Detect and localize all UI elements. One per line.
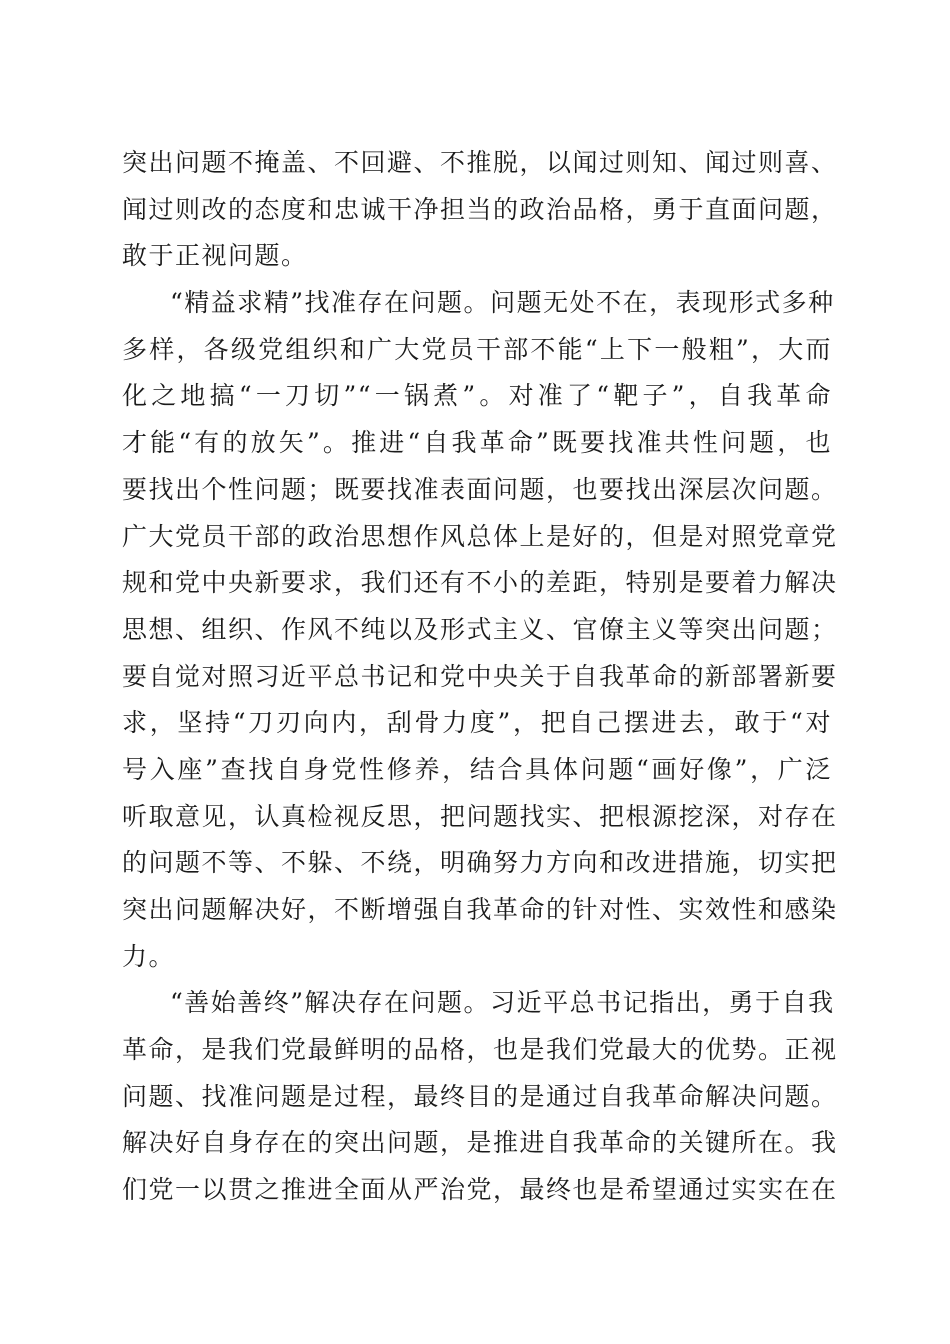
text-line: 听取意见，认真检视反思，把问题找实、把根源挖深，对存在	[122, 801, 838, 831]
text-line: 要自觉对照习近平总书记和党中央关于自我革命的新部署新要	[122, 661, 838, 691]
paragraph-1	[122, 140, 838, 280]
text-line: 问题、找准问题是过程，最终目的是通过自我革命解决问题。	[122, 1081, 838, 1111]
text-line: 号入座”查找自身党性修养，结合具体问题“画好像”，广泛	[122, 754, 832, 784]
text-line: 革命，是我们党最鲜明的品格，也是我们党最大的优势。正视	[122, 1035, 838, 1065]
text-line: “精益求精”找准存在问题。问题无处不在，表现形式多种	[170, 288, 835, 318]
paragraph-2	[122, 280, 838, 980]
text-line: 化之地搞“一刀切”“一锅煮”。对准了“靶子”，自我革命	[122, 381, 832, 411]
text-line: 敢于正视问题。	[122, 241, 308, 271]
text-line: 求，坚持“刀刃向内，刮骨力度”，把自己摆进去，敢于“对	[122, 708, 832, 738]
text-line: “善始善终”解决存在问题。习近平总书记指出，勇于自我	[170, 988, 835, 1018]
text-line: 要找出个性问题；既要找准表面问题，也要找出深层次问题。	[122, 474, 838, 504]
text-line: 突出问题解决好，不断增强自我革命的针对性、实效性和感染	[122, 895, 838, 924]
text-line: 们党一以贯之推进全面从严治党，最终也是希望通过实实在在	[122, 1175, 838, 1205]
text-line: 广大党员干部的政治思想作风总体上是好的，但是对照党章党	[122, 521, 838, 551]
text-line: 思想、组织、作风不纯以及形式主义、官僚主义等突出问题；	[122, 614, 838, 644]
text-line: 规和党中央新要求，我们还有不小的差距，特别是要着力解决	[122, 568, 838, 598]
text-line: 才能“有的放矢”。推进“自我革命”既要找准共性问题，也	[122, 428, 832, 458]
paragraph-3	[122, 980, 838, 1213]
text-line: 突出问题不掩盖、不回避、不推脱，以闻过则知、闻过则喜、	[122, 148, 838, 177]
text-line: 闻过则改的态度和忠诚干净担当的政治品格，勇于直面问题，	[122, 194, 838, 224]
document-page	[122, 140, 838, 1214]
text-line: 力。	[122, 941, 176, 971]
text-line: 的问题不等、不躲、不绕，明确努力方向和改进措施，切实把	[122, 848, 838, 878]
text-line: 解决好自身存在的突出问题，是推进自我革命的关键所在。我	[122, 1128, 838, 1158]
text-line: 多样，各级党组织和广大党员干部不能“上下一般粗”，大而	[122, 334, 832, 364]
